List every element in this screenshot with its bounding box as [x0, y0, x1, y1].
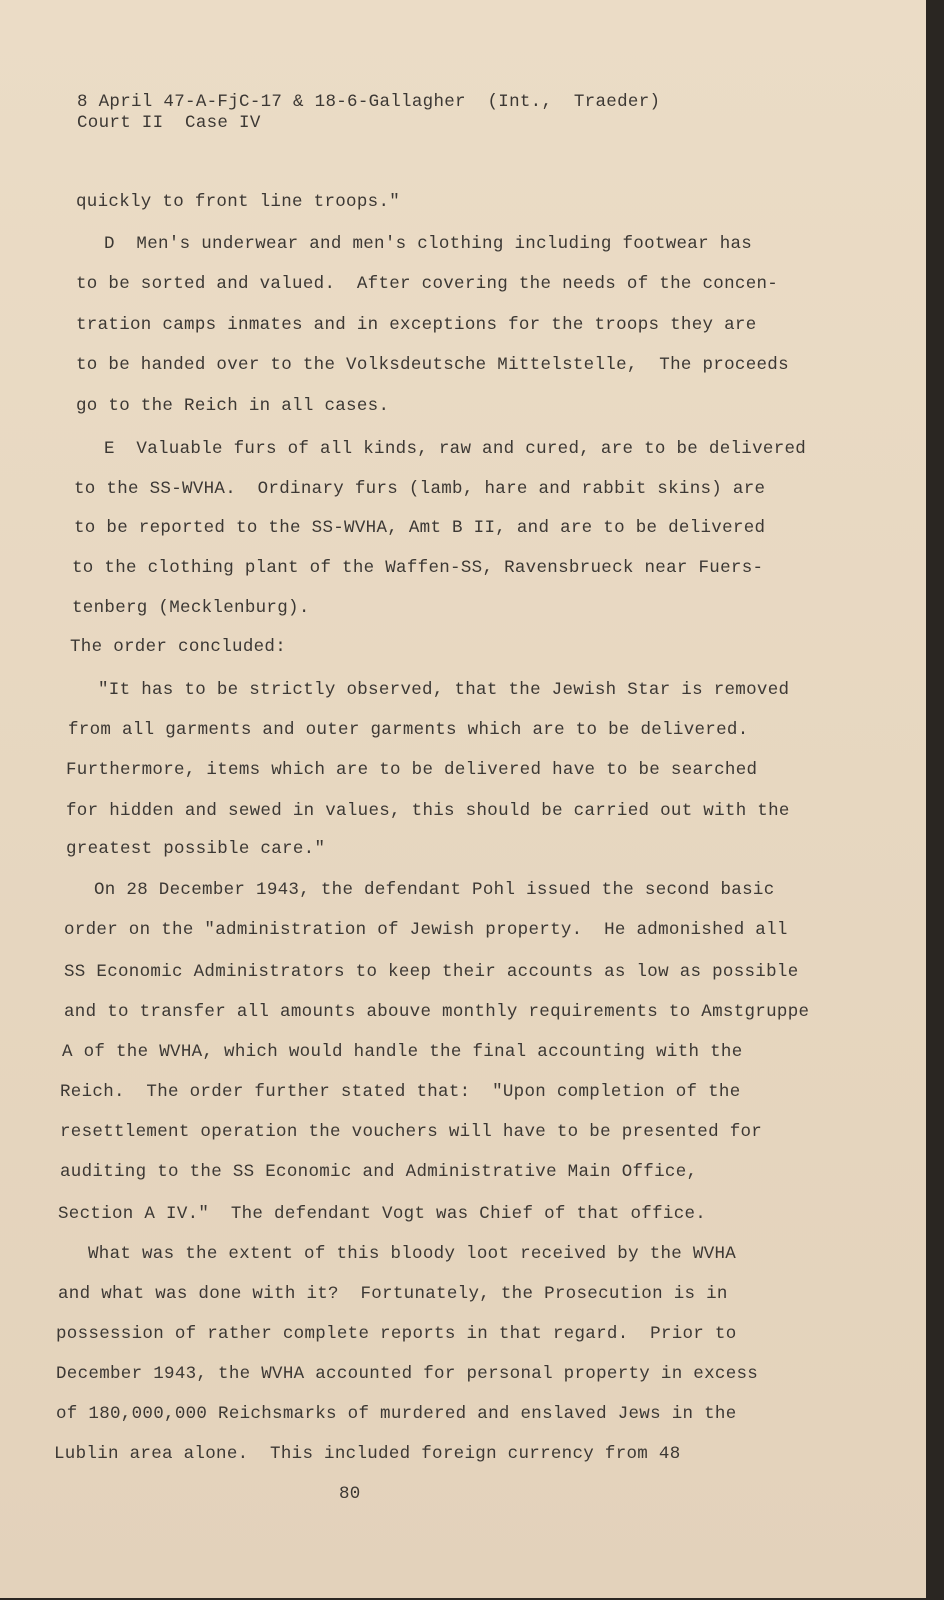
- body-line: and what was done with it? Fortunately, the Prosecution is in: [58, 1284, 728, 1304]
- body-line: Furthermore, items which are to be delivered have to be searched: [66, 760, 758, 780]
- body-line: Reich. The order further stated that: "Upon completion of the: [60, 1082, 741, 1102]
- body-line: "It has to be strictly observed, that the Jewish Star is removed: [98, 680, 790, 700]
- header-line-1: 8 April 47-A-FjC-17 & 18-6-Gallagher (Int., Traeder): [77, 92, 661, 112]
- body-line: Lublin area alone. This included foreign currency from 48: [54, 1444, 681, 1464]
- body-line: for hidden and sewed in values, this should be carried out with the: [66, 801, 790, 821]
- body-line: order on the "administration of Jewish property. He admonished all: [64, 920, 788, 940]
- body-line: to be handed over to the Volksdeutsche Mittelstelle, The proceeds: [76, 355, 789, 375]
- body-line: SS Economic Administrators to keep their accounts as low as possible: [64, 962, 799, 982]
- body-line: tration camps inmates and in exceptions for the troops they are: [76, 315, 757, 335]
- body-line: of 180,000,000 Reichsmarks of murdered and enslaved Jews in the: [56, 1404, 737, 1424]
- body-line: D Men's underwear and men's clothing including footwear has: [104, 234, 753, 254]
- body-line: greatest possible care.": [66, 839, 326, 859]
- body-line: On 28 December 1943, the defendant Pohl issued the second basic: [94, 880, 775, 900]
- body-line: to the SS-WVHA. Ordinary furs (lamb, hare and rabbit skins) are: [74, 479, 766, 499]
- body-line: go to the Reich in all cases.: [76, 396, 390, 416]
- body-line: E Valuable furs of all kinds, raw and cured, are to be delivered: [104, 439, 807, 459]
- body-line: to be reported to the SS-WVHA, Amt B II, and are to be delivered: [74, 518, 766, 538]
- scan-edge: [926, 0, 944, 1600]
- body-line: The order concluded:: [70, 637, 287, 657]
- body-line: to the clothing plant of the Waffen-SS, Ravensbrueck near Fuers-: [72, 558, 764, 578]
- body-line: What was the extent of this bloody loot received by the WVHA: [88, 1244, 737, 1264]
- body-line: A of the WVHA, which would handle the final accounting with the: [62, 1042, 743, 1062]
- document-header: [77, 92, 660, 134]
- header-line-2: Court II Case IV: [77, 113, 261, 133]
- body-line: quickly to front line troops.": [76, 192, 401, 212]
- body-line: auditing to the SS Economic and Administrative Main Office,: [60, 1162, 698, 1182]
- body-line: December 1943, the WVHA accounted for personal property in excess: [56, 1364, 759, 1384]
- body-line: from all garments and outer garments which are to be delivered.: [68, 720, 749, 740]
- body-line: to be sorted and valued. After covering the needs of the concen-: [76, 274, 779, 294]
- body-line: and to transfer all amounts abouve monthly requirements to Amstgruppe: [64, 1002, 810, 1022]
- body-line: Section A IV." The defendant Vogt was Chief of that office.: [58, 1204, 707, 1224]
- page-number: 80: [339, 1484, 361, 1504]
- body-line: possession of rather complete reports in that regard. Prior to: [56, 1324, 737, 1344]
- body-line: resettlement operation the vouchers will have to be presented for: [60, 1122, 763, 1142]
- body-line: tenberg (Mecklenburg).: [72, 598, 310, 618]
